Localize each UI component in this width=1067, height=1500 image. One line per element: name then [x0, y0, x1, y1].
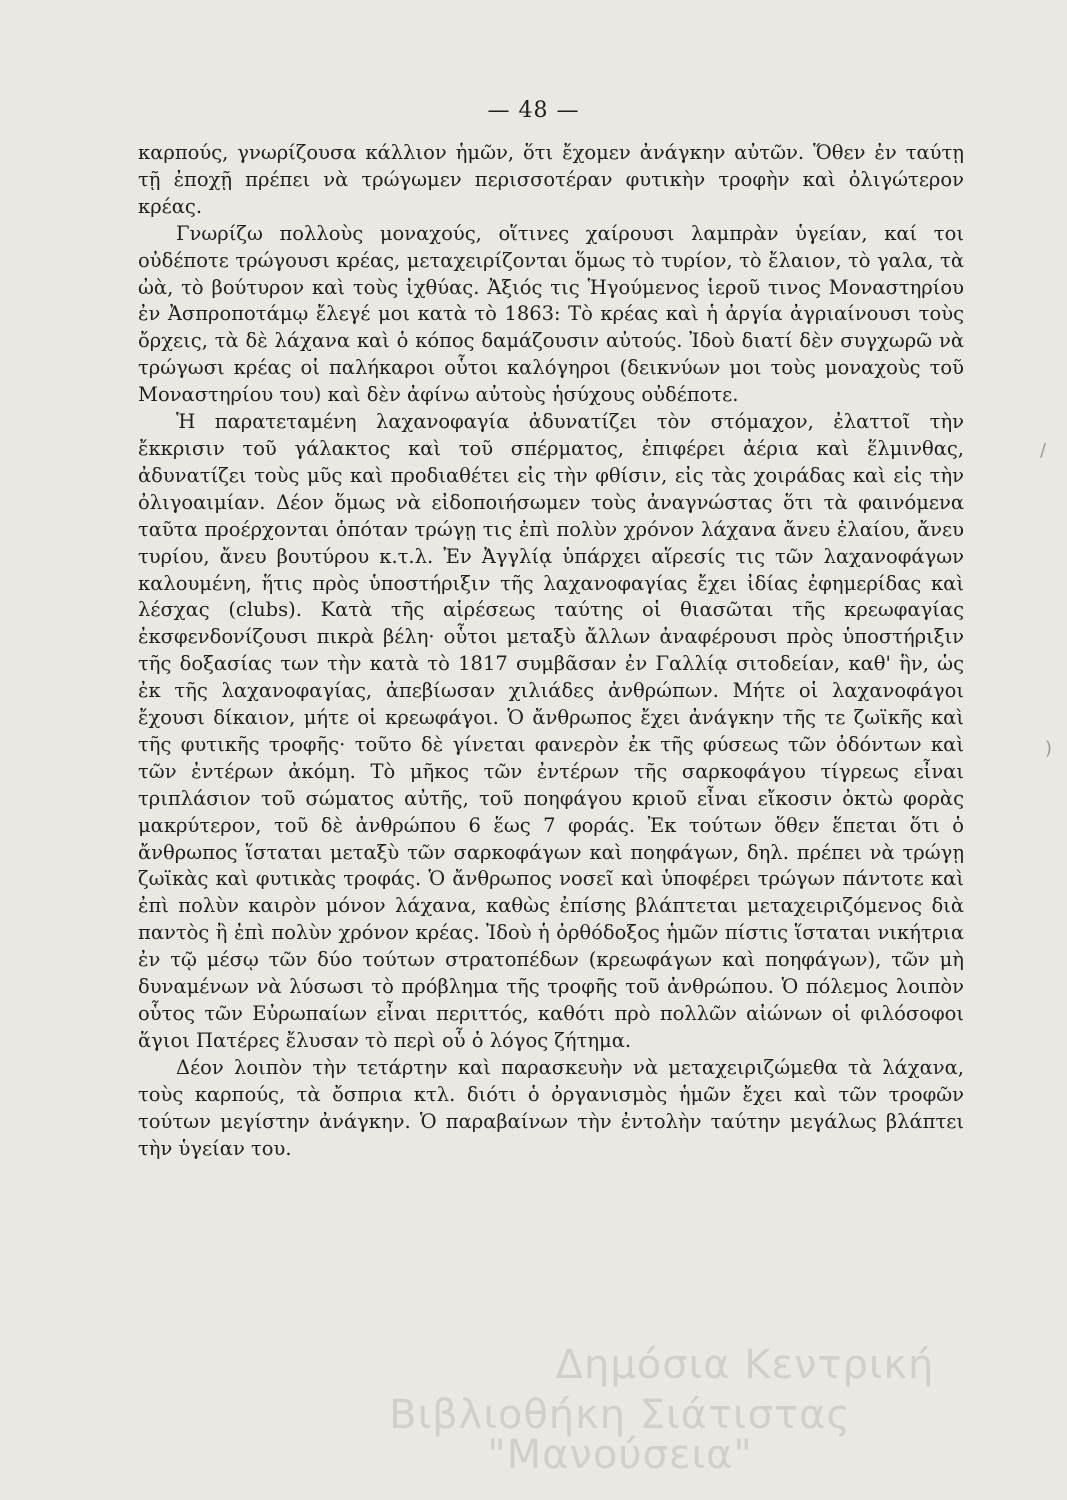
body-text — [138, 140, 964, 1162]
paragraph-1: καρπούς, γνωρίζουσα κάλλιον ἡμῶν, ὅτι ἔχομεν ἀνάγκην αὐτῶν. Ὅθεν ἐν ταύτῃ τῇ ἐποχῇ πρέπει νὰ τρώγωμεν περισσοτέραν φυτικὴν τροφὴν καὶ ὀλιγώτερον κρέας. — [138, 141, 964, 218]
margin-mark: ) — [1045, 738, 1053, 759]
paragraph-3: Ἡ παρατεταμένη λαχανοφαγία ἀδυνατίζει τὸν στόμαχον, ἐλαττοῖ τὴν ἔκκρισιν τοῦ γάλακτος καὶ τοῦ σπέρματος, ἐπιφέρει ἀέρια καὶ ἕλμινθας, ἀδυνατίζει τοὺς μῦς καὶ προδιαθέτει εἰς τὴν φθίσιν, εἰς τὰς χοιράδας καὶ εἰς τὴν ὀλιγοαιμίαν. Δέον ὅμως νὰ εἰδοποιήσωμεν τοὺς ἀναγνώστας ὅτι τὰ φαινόμενα ταῦτα προέρχονται ὁπόταν τρώγῃ τις ἐπὶ πολὺν χρόνον λάχανα ἄνευ ἐλαίου, ἄνευ τυρίου, ἄνευ βουτύρου κ.τ.λ. Ἐν Ἀγγλίᾳ ὑπάρχει αἵρεσίς τις τῶν λαχανοφάγων καλουμένη, ἥτις πρὸς ὑποστήριξιν τῆς λαχανοφαγίας ἔχει ἰδίας ἐφημερίδας καὶ λέσχας (clubs). Κατὰ τῆς αἱρέσεως ταύτης οἱ θιασῶται τῆς κρεωφαγίας ἐκσφενδονίζουσι πικρὰ βέλη· οὗτοι μεταξὺ ἄλλων ἀναφέρουσι πρὸς ὑποστήριξιν τῆς δοξασίας των τὴν κατὰ τὸ 1817 συμβᾶσαν ἐν Γαλλίᾳ σιτοδείαν, καθ' ἣν, ὡς ἐκ τῆς λαχανοφαγίας, ἀπεβίωσαν χιλιάδες ἀνθρώπων. Μήτε οἱ λαχανοφάγοι ἔχουσι δίκαιον, μήτε οἱ κρεωφάγοι. Ὁ ἄνθρωπος ἔχει ἀνάγκην τῆς τε ζωϊκῆς καὶ τῆς φυτικῆς τροφῆς· τοῦτο δὲ γίνεται φανερὸν ἐκ τῆς φύσεως τῶν ὀδόντων καὶ τῶν ἐντέρων ἀκόμη. Τὸ μῆκος τῶν ἐντέρων τῆς σαρκοφάγου τίγρεως εἶναι τριπλάσιον τοῦ σώματος αὐτῆς, τοῦ ποηφάγου κριοῦ εἶναι εἴκοσιν ὀκτὼ φορὰς μακρύτερον, τοῦ δὲ ἀνθρώπου 6 ἕως 7 φοράς. Ἐκ τούτων ὅθεν ἕπεται ὅτι ὁ ἄνθρωπος ἵσταται μεταξὺ τῶν σαρκοφάγων καὶ ποηφάγων, δηλ. πρέπει νὰ τρώγῃ ζωϊκὰς καὶ φυτικὰς τροφάς. Ὁ ἄνθρωπος νοσεῖ καὶ ὑποφέρει τρώγων πάντοτε καὶ ἐπὶ πολὺν καιρὸν μόνον λάχανα, καθὼς ἐπίσης βλάπτεται μεταχειριζόμενος διὰ παντὸς ἢ ἐπὶ πολὺν χρόνον κρέας. Ἰδοὺ ἡ ὀρθόδοξος ἡμῶν πίστις ἵσταται νικήτρια ἐν τῷ μέσῳ τῶν δύο τούτων στρατοπέδων (κρεωφάγων καὶ ποηφάγων), τῶν μὴ δυναμένων νὰ λύσωσι τὸ πρόβλημα τῆς τροφῆς τοῦ ἀνθρώπου. Ὁ πόλεμος λοιπὸν οὗτος τῶν Εὐρωπαίων εἶναι περιττός, καθότι πρὸ πολλῶν αἰώνων οἱ φιλόσοφοι ἅγιοι Πατέρες ἔλυσαν τὸ περὶ οὗ ὁ λόγος ζήτημα. — [138, 410, 964, 1052]
watermark-line-1: Δημόσια Κεντρική — [555, 1342, 935, 1388]
margin-mark: / — [1040, 440, 1047, 461]
watermark-line-2: Βιβλιοθήκη Σιάτιστας "Μανούσεια" — [389, 1392, 851, 1478]
page-number: — 48 — — [487, 98, 580, 123]
paragraph-4: Δέον λοιπὸν τὴν τετάρτην καὶ παρασκευὴν νὰ μεταχειριζώμεθα τὰ λάχανα, τοὺς καρπούς, τὰ ὄσπρια κτλ. διότι ὁ ὀργανισμὸς ἡμῶν ἔχει καὶ τῶν τροφῶν τούτων μεγίστην ἀνάγκην. Ὁ παραβαίνων τὴν ἐντολὴν ταύτην μεγάλως βλάπτει τὴν ὑγείαν του. — [138, 1055, 964, 1160]
paragraph-2: Γνωρίζω πολλοὺς μοναχούς, οἵτινες χαίρουσι λαμπρὰν ὑγείαν, καί τοι οὐδέποτε τρώγουσι κρέας, μεταχειρίζονται ὅμως τὸ τυρίον, τὸ ἔλαιον, τὸ γαλα, τὰ ὠὰ, τὸ βούτυρον καὶ τοὺς ἰχθύας. Ἀξιός τις Ἡγούμενος ἱεροῦ τινος Μοναστηρίου ἐν Ἀσπροποτάμῳ ἔλεγέ μοι κατὰ τὸ 1863: Τὸ κρέας καὶ ἡ ἀργία ἀγριαίνουσι τοὺς ὄρχεις, τὰ δὲ λάχανα καὶ ὁ κόπος δαμάζουσιν αὐτούς. Ἰδοὺ διατί δὲν συγχωρῶ νὰ τρώγωσι κρέας οἱ παλήκαροι οὗτοι καλόγηροι (δεικνύων μοι τοὺς μοναχοὺς τοῦ Μοναστηρίου του) καὶ δὲν ἀφίνω αὐτοὺς ἡσύχους οὐδέποτε. — [138, 221, 964, 407]
